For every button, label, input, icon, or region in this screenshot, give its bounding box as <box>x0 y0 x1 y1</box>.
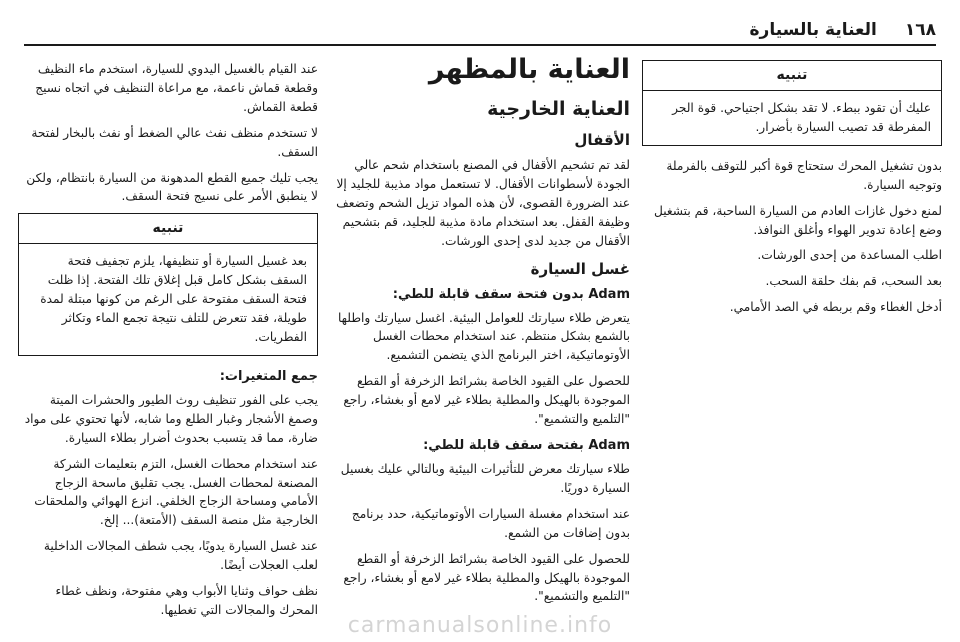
paragraph: لا تستخدم منظف نفث عالي الضغط أو نفث بالبخار لفتحة السقف. <box>31 125 318 159</box>
paragraph: عند القيام بالغسيل اليدوي للسيارة، استخدم ماء النظيف وقطعة قماش ناعمة، مع مراعاة التنظيف في اتجاه نسيج قطعة القماش. <box>35 62 318 114</box>
paragraph: اطلب المساعدة من إحدى الورشات. <box>757 248 942 263</box>
paragraph: لقد تم تشحيم الأقفال في المصنع باستخدام شحم عالي الجودة لأسطوانات الأقفال. لا تستعمل مواد مذيبة للجليد إلا عند الضرورة القصوى، لأن هذه المواد تزيل الشحم وتضعف وظيفة القفل. بعد استخدام مادة مذيبة للجليد، قم بتشحيم الأقفال من جديد لدى إحدى الورشات. <box>336 158 630 248</box>
caution-box <box>642 60 942 146</box>
paragraph: بدون تشغيل المحرك ستحتاج قوة أكبر للتوقف بالفرملة وتوجيه السيارة. <box>666 158 942 192</box>
paragraph: لمنع دخول غازات العادم من السيارة الساحبة، قم بتشغيل وضع إعادة تدوير الهواء وأغلق النوافذ. <box>654 203 942 237</box>
right-column <box>642 60 942 634</box>
paragraph: أدخل الغطاء وقم بربطه في الصد الأمامي. <box>729 300 942 315</box>
running-title: العناية بالسيارة <box>749 20 877 40</box>
paragraph: للحصول على القيود الخاصة بشرائط الزخرفة أو القطع الموجودة بالهيكل والمطلية بطلاء غير لامع أو بغشاء، راجع "التلميع والتشميع". <box>343 551 630 604</box>
subsection-wash: غسل السيارة <box>530 259 630 278</box>
caution-text: بعد غسيل السيارة أو تنظيفها، يلزم تجفيف فتحة السقف بشكل كامل قبل إغلاق تلك الفتحة. إذا ظلت فتحة السقف مفتوحة على الرغم من كونها مبتلة لمدة طويلة، فقد تتعرض للتلف نتيجة تجمع الماء وتكاثر الفطريات. <box>40 254 307 344</box>
subsection-locks: الأقفال <box>574 131 630 149</box>
chapter-title: العناية بالمظهر <box>428 54 630 85</box>
caution-title: تنبيه <box>19 214 317 244</box>
paragraph: عند استخدام محطات الغسل، التزم بتعليمات الشركة المصنعة لمحطات الغسل. يجب تقليق ماسحة الزجاج الأمامي ومساحة الزجاج الخلفي. انزع الهوائي والملحقات الخارجية مثل منصة السقف (الأمتعة)... إلخ. <box>34 456 318 528</box>
caution-box <box>18 213 318 356</box>
paragraph: طلاء سيارتك معرض للتأثيرات البيئية وبالتالي عليك بغسيل السيارة دوريًا. <box>340 461 630 495</box>
subsection-heading: جمع المتغيرات: <box>219 368 318 384</box>
page-number: ١٦٨ <box>904 20 936 40</box>
text-columns <box>18 54 942 634</box>
paragraph: يجب على الفور تنظيف روث الطيور والحشرات الميتة وصمغ الأشجار وغبار الطلع وما شابه، لأنها تحتوي على مواد ضارة، مما قد يتسبب بحدوث أضرار بطلاء السيارة. <box>24 392 318 445</box>
caution-text: عليك أن تقود ببطء. لا تقد بشكل اجتياحي. قوة الجر المفرطة قد تصيب السيارة بأضرار. <box>672 101 931 134</box>
section-title: العناية الخارجية <box>487 98 630 120</box>
page-header <box>24 10 936 46</box>
paragraph: عند غسل السيارة يدويًا، يجب شطف المجالات الداخلية لعلب العجلات أيضًا. <box>43 539 318 573</box>
caution-title: تنبيه <box>643 61 941 91</box>
paragraph: يتعرض طلاء سيارتك للعوامل البيئية. اغسل سيارتك واطلها بالشمع بشكل منتظم. عند استخدام محطات الغسل الأوتوماتيكية، اختر البرنامج الذي يتضمن التشميع. <box>337 310 630 363</box>
paragraph: بعد السحب، قم بفك حلقة السحب. <box>765 274 942 289</box>
paragraph: للحصول على القيود الخاصة بشرائط الزخرفة أو القطع الموجودة بالهيكل والمطلية بطلاء غير لامع أو بغشاء، راجع "التلميع والتشميع". <box>343 374 630 427</box>
watermark: carmanualsonline.info <box>347 613 613 638</box>
variant-heading: Adam بفتحة سقف قابلة للطي: <box>423 437 630 453</box>
left-column <box>18 60 318 634</box>
paragraph: عند استخدام مغسلة السيارات الأوتوماتيكية، حدد برنامج بدون إضافات من الشمع. <box>351 506 630 540</box>
paragraph: يجب تليك جميع القطع المدهونة من السيارة بانتظام، ولكن لا ينطبق الأمر على نسيج فتحة السقف. <box>26 170 318 204</box>
middle-column <box>330 54 630 634</box>
variant-heading: Adam بدون فتحة سقف قابلة للطي: <box>392 286 630 302</box>
paragraph: نظف حواف وثنايا الأبواب وهي مفتوحة، ونظف غطاء المحرك والمجالات التي تغطيها. <box>55 584 318 617</box>
